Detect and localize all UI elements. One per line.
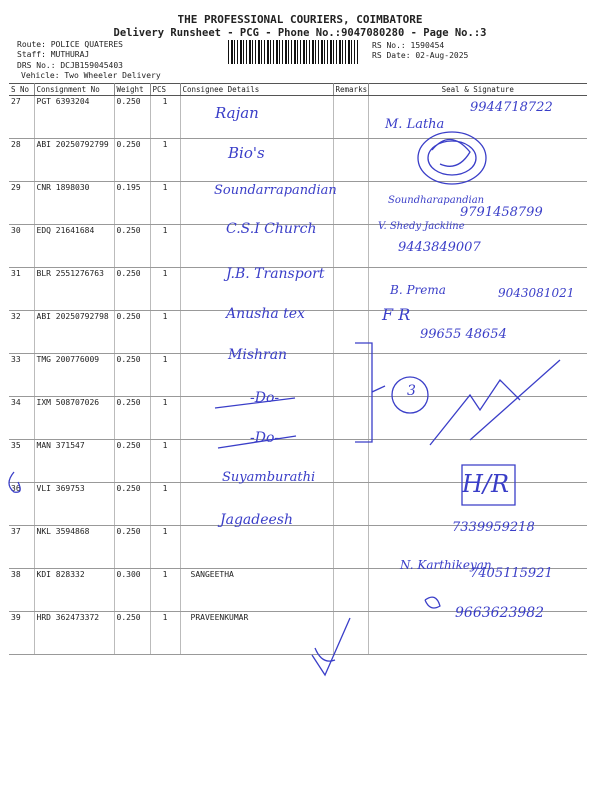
col-consignee: Consignee Details	[180, 84, 333, 96]
cell-pcs: 1	[150, 268, 180, 311]
cell-pcs: 1	[150, 225, 180, 268]
handwritten-signature: N. Karthikeyan	[400, 558, 492, 572]
cell-weight: 0.250	[114, 612, 150, 655]
cell-pcs: 1	[150, 311, 180, 354]
cell-sno: 37	[9, 526, 34, 569]
rs-date: RS Date: 02-Aug-2025	[372, 51, 469, 60]
handwritten-mark: 3	[407, 383, 416, 399]
handwritten-consignee: Bio's	[228, 144, 265, 162]
bracket-mark	[355, 343, 372, 442]
scribble-mark	[470, 360, 560, 440]
cell-sno: 28	[9, 139, 34, 182]
cell-sno: 34	[9, 397, 34, 440]
handwritten-phone: 9043081021	[498, 286, 575, 300]
cell-consignee: SANGEETHA	[180, 569, 333, 612]
cell-pcs: 1	[150, 526, 180, 569]
cell-cn: VLI 369753	[34, 483, 114, 526]
col-consignment: Consignment No	[34, 84, 114, 96]
cell-weight: 0.250	[114, 526, 150, 569]
cell-cn: IXM 508707026	[34, 397, 114, 440]
cell-cn: ABI 20250792799	[34, 139, 114, 182]
handwritten-consignee: Mishran	[228, 347, 288, 363]
strike-mark	[215, 398, 295, 408]
cell-cn: BLR 2551276763	[34, 268, 114, 311]
handwritten-initials: H/R	[462, 470, 510, 498]
handwritten-consignee: Suyamburathi	[222, 470, 316, 485]
cell-weight: 0.250	[114, 139, 150, 182]
handwritten-signature: V. Shedy Jackline	[378, 221, 465, 232]
handwritten-phone: 7339959218	[452, 520, 535, 535]
signature-mark	[312, 618, 350, 675]
cell-sno: 33	[9, 354, 34, 397]
handwritten-consignee: C.S.I Church	[226, 221, 317, 237]
col-weight: Weight	[114, 84, 150, 96]
cell-cn: NKL 3594868	[34, 526, 114, 569]
handwritten-consignee: Rajan	[215, 104, 259, 122]
cell-pcs: 1	[150, 569, 180, 612]
cell-sno: 27	[9, 96, 34, 139]
handwritten-consignee: Soundarrapandian	[214, 183, 337, 198]
handwritten-consignee: J.B. Transport	[226, 266, 325, 282]
staff-label: Staff: MUTHURAJ	[17, 50, 90, 59]
strike-mark	[218, 436, 296, 448]
route-label: Route: POLICE QUATERES	[17, 40, 123, 49]
cell-pcs: 1	[150, 182, 180, 225]
cell-pcs: 1	[150, 440, 180, 483]
cell-sno: 30	[9, 225, 34, 268]
cell-sno: 36	[9, 483, 34, 526]
cell-weight: 0.250	[114, 440, 150, 483]
cell-cn: CNR 1898030	[34, 182, 114, 225]
cell-sno: 35	[9, 440, 34, 483]
handwritten-consignee: Anusha tex	[226, 306, 305, 322]
cell-pcs: 1	[150, 139, 180, 182]
col-seal-signature: Seal & Signature	[368, 84, 587, 96]
box-mark	[462, 465, 515, 505]
cell-weight: 0.250	[114, 354, 150, 397]
vehicle-label: Vehicle: Two Wheeler Delivery	[21, 71, 161, 80]
margin-scribble	[9, 472, 20, 492]
drs-label: DRS No.: DCJB159045403	[17, 61, 123, 70]
cell-weight: 0.300	[114, 569, 150, 612]
cell-weight: 0.250	[114, 96, 150, 139]
cell-cn: TMG 200776009	[34, 354, 114, 397]
cell-weight: 0.250	[114, 225, 150, 268]
circle-mark	[392, 377, 428, 413]
handwritten-consignee: -Do-	[250, 390, 280, 406]
handwritten-phone: 9443849007	[398, 240, 481, 255]
scribble-mark	[425, 597, 440, 608]
cell-cn: MAN 371547	[34, 440, 114, 483]
company-title: THE PROFESSIONAL COURIERS, COIMBATORE	[177, 13, 423, 26]
runsheet-subtitle: Delivery Runsheet - PCG - Phone No.:9047080280 - Page No.:3	[113, 27, 487, 39]
col-remarks: Remarks	[333, 84, 368, 96]
cell-weight: 0.250	[114, 483, 150, 526]
cell-pcs: 1	[150, 354, 180, 397]
cell-weight: 0.250	[114, 268, 150, 311]
cell-pcs: 1	[150, 397, 180, 440]
handwritten-consignee: -Do-	[250, 430, 280, 446]
col-sno: S No	[9, 84, 34, 96]
cell-sno: 39	[9, 612, 34, 655]
bracket-mark	[372, 386, 385, 392]
cell-sno: 31	[9, 268, 34, 311]
handwritten-phone: 99655 48654	[420, 327, 507, 342]
handwritten-signature: M. Latha	[385, 117, 445, 132]
handwritten-phone: 9944718722	[470, 100, 553, 115]
cell-cn: ABI 20250792798	[34, 311, 114, 354]
handwritten-signature: Soundharapandian	[388, 195, 485, 206]
handwritten-phone: 9663623982	[455, 605, 545, 621]
cell-weight: 0.250	[114, 311, 150, 354]
cell-cn: EDQ 21641684	[34, 225, 114, 268]
col-pcs: PCS	[150, 84, 180, 96]
handwritten-consignee: Jagadeesh	[220, 512, 294, 528]
cell-pcs: 1	[150, 96, 180, 139]
cell-cn: KDI 828332	[34, 569, 114, 612]
cell-consignee: PRAVEENKUMAR	[180, 612, 333, 655]
cell-sno: 38	[9, 569, 34, 612]
cell-pcs: 1	[150, 483, 180, 526]
cell-weight: 0.195	[114, 182, 150, 225]
cell-cn: HRD 362473372	[34, 612, 114, 655]
cell-pcs: 1	[150, 612, 180, 655]
cell-weight: 0.250	[114, 397, 150, 440]
cell-sno: 29	[9, 182, 34, 225]
cell-sno: 32	[9, 311, 34, 354]
handwritten-signature: B. Prema	[390, 283, 446, 297]
cell-cn: PGT 6393204	[34, 96, 114, 139]
rs-no: RS No.: 1590454	[372, 41, 445, 50]
handwritten-phone: 7405115921	[470, 566, 553, 581]
handwritten-phone: 9791458799	[460, 205, 543, 220]
handwritten-initials: F R	[382, 305, 411, 324]
